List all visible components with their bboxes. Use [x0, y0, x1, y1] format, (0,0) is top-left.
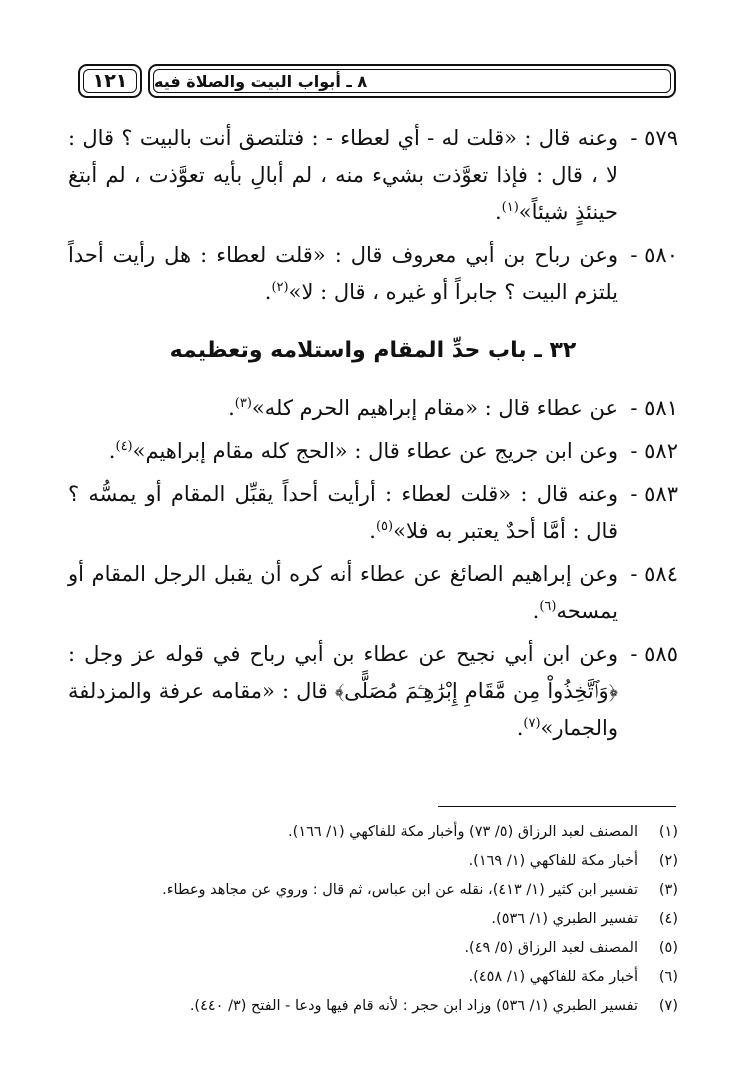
footnote-1 — [68, 818, 678, 847]
running-title-frame — [148, 64, 676, 98]
footnote-text: تفسير الطبري (١/ ٥٣٦) وزاد ابن حجر : لأنه قام فيها ودعا - الفتح (٣/ ٤٤٠). — [189, 998, 638, 1014]
footnote-ref[interactable]: (١) — [501, 200, 519, 215]
footnote-text: أخبار مكة للفاكهي (١/ ١٦٩). — [468, 853, 638, 869]
hadith-text: وعن ابن أبي نجيح عن عطاء بن أبي رباح في قوله عز وجل : ﴿وَٱتَّخِذُواْ مِن مَّقَامِ إِبْرَٰهِـۧمَ مُصَلًّى﴾ قال : «مقامه عرفة والمزدلفة والجمار»$^{(٧)}$. — [68, 642, 618, 740]
text-block-bottom — [68, 390, 678, 747]
hadith-number: ٥٨٤ - — [630, 562, 678, 586]
hadith-text: عن عطاء قال : «مقام إبراهيم الحرم كله»$^{(٣)}$. — [228, 396, 618, 420]
chapter-heading: ٣٢ ـ باب حدِّ المقام واستلامه وتعظيمه — [169, 338, 577, 363]
footnote-ref[interactable]: (٤) — [115, 439, 133, 454]
footnote-7 — [68, 992, 678, 1021]
page-header — [78, 64, 676, 102]
footnote-3 — [68, 876, 678, 905]
footnote-number: (٥) — [658, 940, 678, 956]
footnote-number: (٦) — [658, 969, 678, 985]
hadith-number: ٥٨٣ - — [630, 482, 678, 506]
hadith-text: وعنه قال : «قلت لعطاء : أرأيت أحداً يقبِّل المقام أو يمسُّه ؟ قال : أمَّا أحدٌ يعتبر به فلا»$^{(٥)}$. — [68, 482, 618, 543]
footnote-number: (٣) — [658, 882, 678, 898]
hadith-number: ٥٧٩ - — [630, 126, 678, 150]
page-number: ١٢١ — [83, 69, 137, 93]
hadith-581 — [68, 390, 678, 427]
hadith-number: ٥٨٥ - — [630, 642, 678, 666]
hadith-580 — [68, 237, 678, 311]
footnote-text: المصنف لعبد الرزاق (٥/ ٧٣) وأخبار مكة للفاكهي (١/ ١٦٦). — [288, 824, 638, 840]
footnote-5 — [68, 934, 678, 963]
footnote-text: تفسير ابن كثير (١/ ٤١٣)، نقله عن ابن عباس، ثم قال : وروي عن مجاهد وعطاء. — [162, 882, 638, 898]
footnote-ref[interactable]: (٢) — [271, 280, 289, 295]
footnote-ref[interactable]: (٣) — [234, 396, 252, 411]
footnote-6 — [68, 963, 678, 992]
footnote-text: المصنف لعبد الرزاق (٥/ ٤٩). — [464, 940, 638, 956]
footnote-divider — [438, 806, 676, 807]
text-block-top — [68, 120, 678, 311]
hadith-text: وعنه قال : «قلت له - أي لعطاء - : فتلتصق أنت بالبيت ؟ قال : لا ، قال : فإذا تعوَّذت بشيء منه ، لم أبالِ بأيه تعوَّذت ، لم أبتغ حينئذٍ شيئاً»$^{(١)}$. — [68, 126, 618, 224]
footnote-number: (٤) — [658, 911, 678, 927]
footnote-text: تفسير الطبري (١/ ٥٣٦). — [491, 911, 638, 927]
hadith-number: ٥٨١ - — [630, 396, 678, 420]
footnote-ref[interactable]: (٧) — [523, 716, 541, 731]
footnote-2 — [68, 847, 678, 876]
hadith-585 — [68, 636, 678, 747]
footnote-number: (٧) — [658, 998, 678, 1014]
footnote-ref[interactable]: (٥) — [375, 519, 394, 534]
hadith-584 — [68, 556, 678, 630]
footnotes — [68, 818, 678, 1021]
hadith-583 — [68, 476, 678, 550]
footnote-text: أخبار مكة للفاكهي (١/ ٤٥٨). — [468, 969, 638, 985]
running-title: ٨ ـ أبواب البيت والصلاة فيه — [153, 69, 671, 93]
footnote-number: (١) — [658, 824, 678, 840]
quran-quote-line: ﴿وَٱتَّخِذُواْ مِن مَّقَامِ إِبْرَٰهِـۧمَ مُصَلًّى﴾ قال : «مقامه عرفة والمزدلفة — [68, 679, 618, 703]
hadith-582 — [68, 433, 678, 470]
footnote-4 — [68, 905, 678, 934]
hadith-text: وعن ابن جريج عن عطاء قال : «الحج كله مقام إبراهيم»$^{(٤)}$. — [108, 439, 618, 463]
page-number-frame — [78, 64, 142, 98]
hadith-number: ٥٨٢ - — [630, 439, 678, 463]
footnote-ref[interactable]: (٦) — [539, 599, 557, 614]
hadith-579 — [68, 120, 678, 231]
hadith-text: وعن رباح بن أبي معروف قال : «قلت لعطاء : هل رأيت أحداً يلتزم البيت ؟ جابراً أو غيره ، قال : لا»$^{(٢)}$. — [68, 243, 618, 304]
hadith-number: ٥٨٠ - — [630, 243, 678, 267]
hadith-text: وعن إبراهيم الصائغ عن عطاء أنه كره أن يقبل الرجل المقام أو يمسحه$^{(٦)}$. — [68, 562, 618, 623]
footnote-number: (٢) — [658, 853, 678, 869]
